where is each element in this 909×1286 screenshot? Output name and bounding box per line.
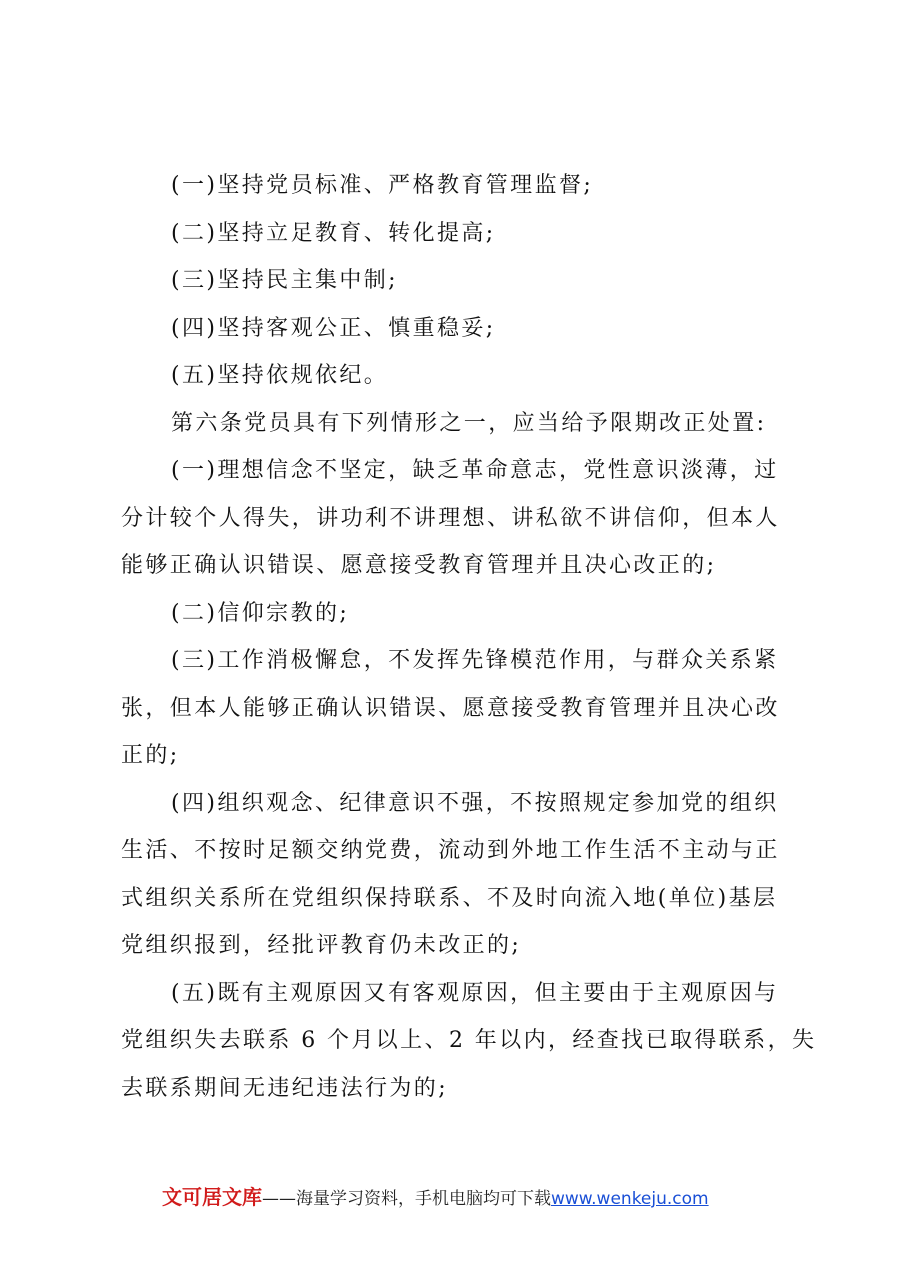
paragraph-line: 张，但本人能够正确认识错误、愿意接受教育管理并且决心改 [121, 695, 780, 721]
paragraph-line: 党组织报到，经批评教育仍未改正的; [121, 933, 522, 958]
paragraph-line: (二)信仰宗教的; [171, 600, 350, 626]
paragraph-line: 分计较个人得失，讲功利不讲理想、讲私欲不讲信仰，但本人 [121, 505, 780, 531]
paragraph-line: (一)理想信念不坚定，缺乏革命意志，党性意识淡薄，过 [171, 458, 779, 483]
footer-slogan: ——海量学习资料，手机电脑均可下载 [262, 1189, 551, 1209]
paragraph-line: 第六条党员具有下列情形之一，应当给予限期改正处置: [171, 410, 767, 436]
paragraph-line: (三)工作消极懈怠，不发挥先锋模范作用，与群众关系紧 [171, 648, 779, 673]
footer-brand: 文可居文库 [162, 1185, 262, 1209]
paragraph-line: 能够正确认识错误、愿意接受教育管理并且决心改正的; [121, 553, 717, 578]
paragraph-line: 式组织关系所在党组织保持联系、不及时向流入地(单位)基层 [121, 885, 778, 911]
paragraph-line: (五)既有主观原因又有客观原因，但主要由于主观原因与 [171, 980, 779, 1006]
paragraph-line: 生活、不按时足额交纳党费，流动到外地工作生活不主动与正 [121, 838, 780, 863]
footer-website-link[interactable]: www.wenkeju.com [551, 1189, 709, 1209]
paragraph-line: (一)坚持党员标准、严格教育管理监督; [171, 173, 594, 198]
paragraph-line: (二)坚持立足教育、转化提高; [171, 220, 496, 246]
paragraph-line: 党组织失去联系 6 个月以上、2 年以内，经查找已取得联系，失 [121, 1028, 817, 1053]
document-body [121, 162, 817, 1112]
paragraph-line: 去联系期间无违纪违法行为的; [121, 1075, 449, 1101]
footer-banner [162, 1182, 882, 1212]
paragraph-line: (四)坚持客观公正、慎重稳妥; [171, 315, 496, 341]
paragraph-line: (三)坚持民主集中制; [171, 268, 398, 293]
paragraph-line: (四)组织观念、纪律意识不强，不按照规定参加党的组织 [171, 790, 779, 816]
paragraph-line: (五)坚持依规依纪。 [171, 363, 389, 388]
paragraph-line: 正的; [121, 743, 180, 768]
